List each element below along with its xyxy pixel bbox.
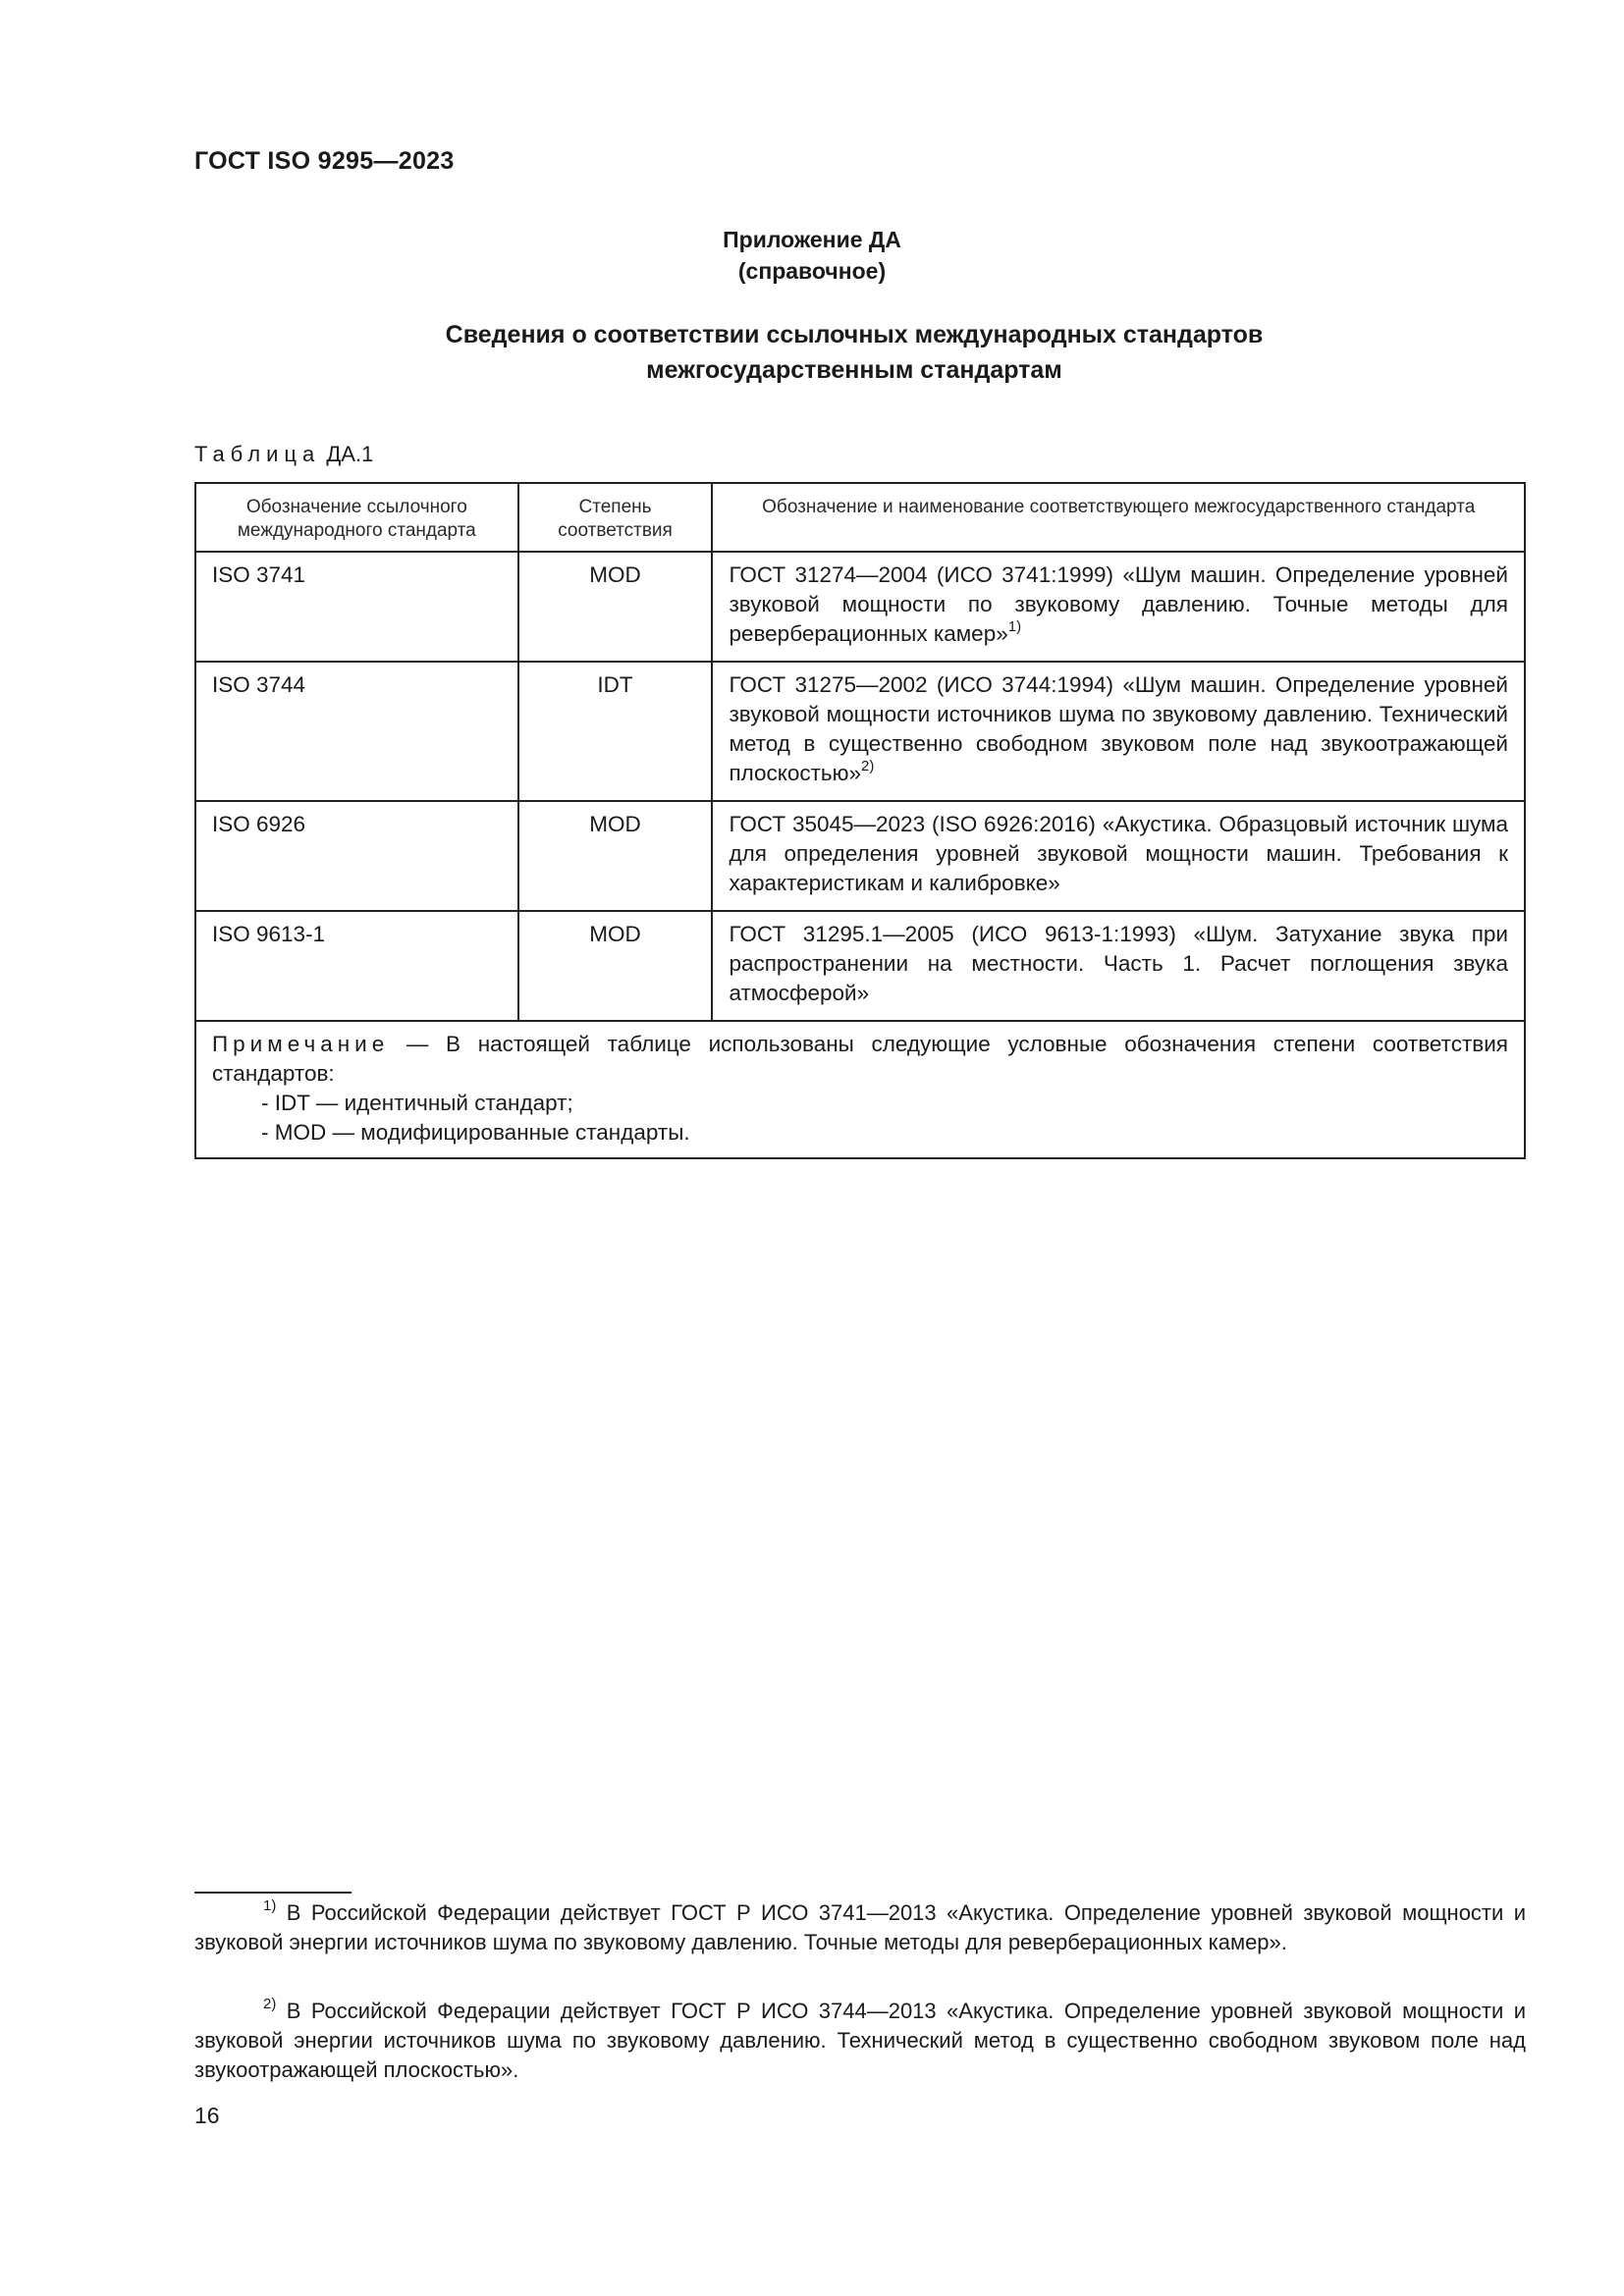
appendix-status: (справочное) [737, 258, 887, 284]
note-text-block [212, 1030, 1508, 1089]
table-row [195, 801, 1525, 911]
footnote-2-mark: 2) [263, 1996, 277, 2012]
note-text: — В настоящей таблице использованы следующие условные обозначения степени соответствия стандартов: [212, 1032, 1508, 1086]
table-caption-word: Таблица [194, 442, 321, 466]
cell-correspondence-degree: IDT [518, 662, 713, 801]
table-caption [194, 442, 373, 467]
footnote-1-text: В Российской Федерации действует ГОСТ Р ИСО 3741—2013 «Акустика. Определение уровней звуковой мощности и звуковой энергии источников шума по звуковому давлению. Точные методы для реверберационных камер». [194, 1900, 1526, 1954]
header-correspondence-degree: Степень соответствия [518, 483, 713, 552]
cell-correspondence-degree: MOD [518, 911, 713, 1021]
cell-interstate-standard-text: ГОСТ 31275—2002 (ИСО 3744:1994) «Шум машин. Определение уровней звуковой мощности источников шума по звуковому давлению. Технический метод в существенно свободном звуковом поле над звукоотражающей плоскостью» [729, 672, 1508, 785]
footnote-ref: 2) [861, 758, 875, 774]
cell-reference-standard: ISO 6926 [195, 801, 518, 911]
cell-reference-standard: ISO 9613-1 [195, 911, 518, 1021]
cell-interstate-standard: ГОСТ 35045—2023 (ISO 6926:2016) «Акустика. Образцовый источник шума для определения уровней звуковой мощности машин. Требования к характеристикам и калибровке» [712, 801, 1525, 911]
table-note [195, 1021, 1525, 1158]
footnote-ref: 1) [1007, 618, 1022, 635]
table-caption-number: ДА.1 [326, 442, 374, 466]
note-label: Примечание [212, 1032, 390, 1056]
note-label-wrap [212, 1032, 389, 1056]
table-row [195, 552, 1525, 662]
appendix-heading [0, 224, 1624, 287]
cell-reference-standard: ISO 3744 [195, 662, 518, 801]
footnote-1-mark: 1) [263, 1897, 277, 1914]
cell-interstate-standard-text: ГОСТ 31274—2004 (ИСО 3741:1999) «Шум машин. Определение уровней звуковой мощности по звуковому давлению. Точные методы для реверберационных камер» [729, 562, 1508, 646]
document-code-header: ГОСТ ISO 9295—2023 [194, 147, 455, 175]
cell-interstate-standard [712, 662, 1525, 801]
footnote-separator [194, 1892, 352, 1894]
section-title [0, 317, 1624, 388]
appendix-title: Приложение ДА [723, 227, 901, 252]
table-header-row [195, 483, 1525, 552]
footnote-1 [194, 1898, 1526, 1957]
cell-reference-standard: ISO 3741 [195, 552, 518, 662]
standards-correspondence-table [194, 482, 1526, 1159]
table-note-row [195, 1021, 1525, 1158]
footnote-2-text: В Российской Федерации действует ГОСТ Р ИСО 3744—2013 «Акустика. Определение уровней звуковой мощности и звуковой энергии источников шума по звуковому давлению. Технический метод в существенно свободном звуковом поле над звукоотражающей плоскостью». [194, 1999, 1526, 2082]
section-title-line-1: Сведения о соответствии ссылочных международных стандартов [445, 321, 1264, 348]
section-title-line-2: межгосударственным стандартам [646, 356, 1062, 384]
page-number: 16 [194, 2103, 220, 2128]
table-row [195, 911, 1525, 1021]
cell-interstate-standard [712, 552, 1525, 662]
note-list-item: - MOD — модифицированные стандарты. [261, 1120, 690, 1145]
header-interstate-standard: Обозначение и наименование соответствующего межгосударственного стандарта [712, 483, 1525, 552]
note-list-item: - IDT — идентичный стандарт; [261, 1091, 573, 1115]
table-row [195, 662, 1525, 801]
header-reference-standard: Обозначение ссылочного международного стандарта [195, 483, 518, 552]
cell-interstate-standard: ГОСТ 31295.1—2005 (ИСО 9613-1:1993) «Шум. Затухание звука при распространении на местности. Часть 1. Расчет поглощения звука атмосферой» [712, 911, 1525, 1021]
footnote-2 [194, 1997, 1526, 2085]
cell-correspondence-degree: MOD [518, 801, 713, 911]
cell-correspondence-degree: MOD [518, 552, 713, 662]
